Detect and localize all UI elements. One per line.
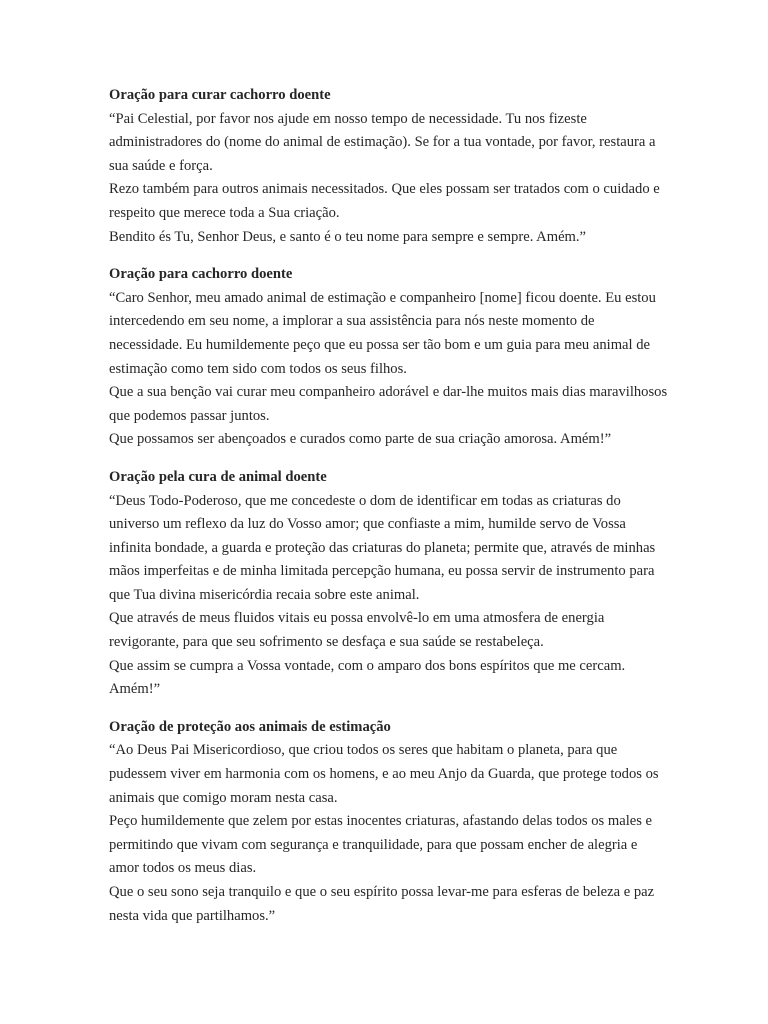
paragraph: Que assim se cumpra a Vossa vontade, com o amparo dos bons espíritos que me cercam. Amém!” — [109, 657, 626, 698]
paragraph: “Deus Todo-Poderoso, que me concedeste o dom de identificar em todas as criaturas do universo um reflexo da luz do Vosso amor; que confiaste a mim, humilde servo de Vossa infinita bondade, a guarda e proteção das criaturas do planeta; permite que, através de minhas mãos imperfeitas e de minha limitada percepção humana, eu possa servir de instrumento para que Tua divina misericórdia recaia sobre este animal. — [109, 492, 656, 603]
section-title: Oração de proteção aos animais de estimação — [109, 718, 391, 735]
section-title: Oração para curar cachorro doente — [109, 87, 331, 103]
paragraph: “Ao Deus Pai Misericordioso, que criou todos os seres que habitam o planeta, para que pudessem viver em harmonia com os homens, e ao meu Anjo da Guarda, que protege todos os animais que comigo moram nesta casa. — [109, 742, 659, 806]
prayer-section — [109, 716, 669, 928]
paragraph: Bendito és Tu, Senhor Deus, e santo é o teu nome para sempre e sempre. Amém.” — [109, 228, 587, 245]
prayer-section — [109, 263, 669, 452]
paragraph: “Caro Senhor, meu amado animal de estimação e companheiro [nome] ficou doente. Eu estou intercedendo em seu nome, a implorar a sua assistência para nós neste momento de necessidade. Eu humildemente peço que eu possa ser tão bom e um guia para meu animal de estimação como tem sido com todos os seus filhos. — [109, 289, 656, 377]
prayer-section — [109, 84, 669, 249]
section-title: Oração pela cura de animal doente — [109, 468, 327, 485]
paragraph: Que possamos ser abençoados e curados como parte de sua criação amorosa. Amém!” — [109, 431, 612, 448]
document-page — [109, 84, 669, 942]
paragraph: Peço humildemente que zelem por estas inocentes criaturas, afastando delas todos os males e permitindo que vivam com segurança e tranquilidade, para que possam encher de alegria e amor todos os meus dias. — [109, 813, 653, 877]
prayer-section — [109, 466, 669, 702]
paragraph: Rezo também para outros animais necessitados. Que eles possam ser tratados com o cuidado e respeito que merece toda a Sua criação. — [109, 181, 660, 221]
paragraph: Que o seu sono seja tranquilo e que o seu espírito possa levar-me para esferas de beleza e paz nesta vida que partilhamos.” — [109, 884, 655, 924]
paragraph: Que a sua benção vai curar meu companheiro adorável e dar-lhe muitos mais dias maravilhosos que podemos passar juntos. — [109, 384, 668, 424]
section-title: Oração para cachorro doente — [109, 266, 293, 283]
paragraph: Que através de meus fluidos vitais eu possa envolvê-lo em uma atmosfera de energia revigorante, para que seu sofrimento se desfaça e sua saúde se restabeleça. — [109, 610, 605, 651]
paragraph: “Pai Celestial, por favor nos ajude em nosso tempo de necessidade. Tu nos fizeste administradores do (nome do animal de estimação). Se for a tua vontade, por favor, restaura a sua saúde e força. — [109, 110, 656, 174]
